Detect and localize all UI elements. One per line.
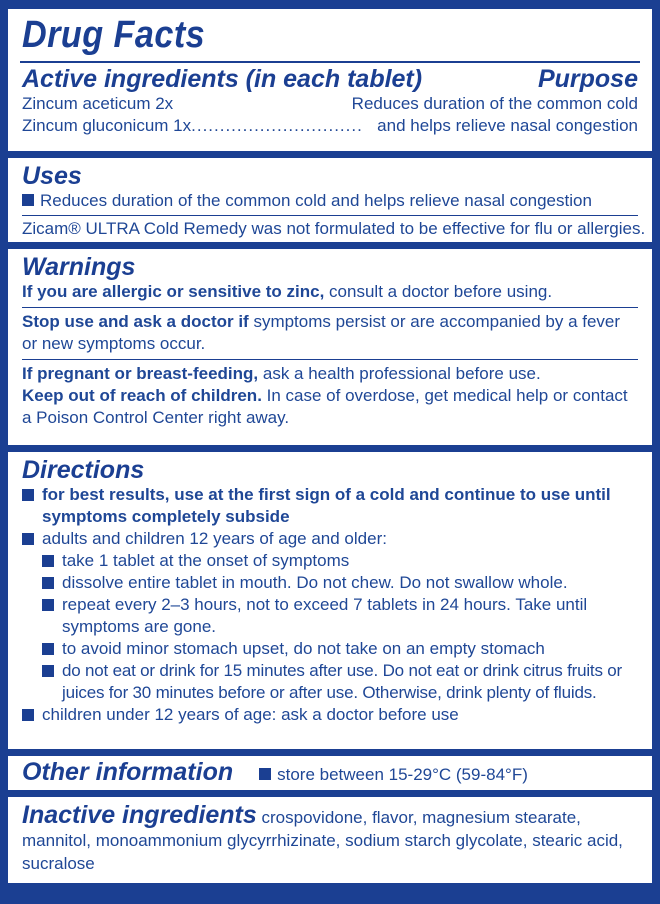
uses-heading: Uses: [22, 162, 82, 190]
bullet-icon: [22, 709, 34, 721]
other-information-box: [8, 756, 652, 790]
directions-box: [8, 452, 652, 749]
direction-item: [22, 528, 638, 550]
uses-item: [22, 190, 638, 212]
other-text: store between 15-29°C (59-84°F): [277, 765, 528, 784]
bullet-icon: [42, 577, 54, 589]
warning-bold: Keep out of reach of children.: [22, 386, 262, 405]
other-heading: Other information: [22, 758, 234, 786]
bullet-icon: [42, 665, 54, 677]
bullet-icon: [259, 768, 271, 780]
active-heading: Active ingredients (in each tablet): [22, 65, 423, 93]
direction-text: do not eat or drink for 15 minutes after use. Do not eat or drink citrus fruits or juices for 30 minutes before or after use. Otherwise, drink plenty of fluids.: [62, 661, 622, 702]
inactive-text: crospovidone, flavor, magnesium stearate, mannitol, monoammonium glycyrrhizinate, sodium starch glycolate, stearic acid, sucralose: [22, 808, 623, 873]
bullet-icon: [22, 533, 34, 545]
warning-allergy: [22, 281, 638, 303]
direction-item: [22, 484, 638, 528]
direction-text: dissolve entire tablet in mouth. Do not chew. Do not swallow whole.: [62, 573, 568, 592]
uses-box: [8, 158, 652, 242]
direction-text: take 1 tablet at the onset of symptoms: [62, 551, 350, 570]
direction-subitem: [22, 550, 638, 572]
warning-text: ask a health professional before use.: [258, 364, 541, 383]
uses-note: Zicam® ULTRA Cold Remedy was not formulated to be effective for flu or allergies.: [22, 219, 646, 238]
bullet-icon: [22, 489, 34, 501]
other-item: [259, 764, 528, 786]
divider: [20, 61, 640, 63]
direction-text: to avoid minor stomach upset, do not take on an empty stomach: [62, 639, 545, 658]
uses-text: Reduces duration of the common cold and helps relieve nasal congestion: [40, 191, 592, 210]
warning-text: consult a doctor before using.: [324, 282, 553, 301]
page-title: Drug Facts: [22, 14, 206, 56]
warning-bold: If pregnant or breast-feeding,: [22, 364, 259, 383]
inactive-paragraph: [22, 801, 638, 875]
ingredient-name: Zincum gluconicum 1x: [22, 116, 192, 135]
active-row: [22, 115, 638, 137]
warning-pregnant: [22, 363, 638, 385]
warning-bold: Stop use and ask a doctor if: [22, 312, 249, 331]
divider: [22, 359, 638, 360]
direction-item: [22, 704, 638, 726]
inactive-heading: Inactive ingredients: [22, 801, 257, 829]
bullet-icon: [42, 555, 54, 567]
purpose-heading: Purpose: [537, 65, 638, 93]
direction-subitem: [22, 660, 638, 704]
warnings-heading: Warnings: [22, 253, 136, 281]
inactive-ingredients-box: [8, 797, 652, 883]
divider: [22, 307, 638, 308]
active-ingredients-box: [8, 9, 652, 151]
direction-text: for best results, use at the first sign of a cold and continue to use until symptoms completely subside: [42, 485, 611, 526]
warning-stop-use: [22, 311, 638, 355]
leader-dots: ..............................: [191, 116, 363, 135]
directions-heading: Directions: [22, 456, 145, 484]
ingredient-purpose: Reduces duration of the common cold: [351, 94, 638, 113]
warning-text: symptoms persist or are accompanied by a fever or new symptoms occur.: [22, 312, 621, 353]
direction-subitem: [22, 572, 638, 594]
direction-text: adults and children 12 years of age and older:: [42, 529, 387, 548]
bullet-icon: [22, 194, 34, 206]
warning-bold: If you are allergic or sensitive to zinc,: [22, 282, 325, 301]
active-header: [22, 65, 638, 93]
bullet-icon: [42, 599, 54, 611]
bullet-icon: [42, 643, 54, 655]
direction-text: children under 12 years of age: ask a doctor before use: [42, 705, 459, 724]
warning-children: [22, 385, 638, 429]
warning-text: In case of overdose, get medical help or contact a Poison Control Center right away.: [22, 386, 628, 427]
ingredient-name: Zincum aceticum 2x: [22, 94, 174, 113]
warnings-box: [8, 249, 652, 445]
direction-subitem: [22, 638, 638, 660]
ingredient-purpose: and helps relieve nasal congestion: [377, 116, 638, 135]
active-row: [22, 93, 638, 115]
direction-subitem: [22, 594, 638, 638]
direction-text: repeat every 2–3 hours, not to exceed 7 tablets in 24 hours. Take until symptoms are gone.: [62, 595, 588, 636]
